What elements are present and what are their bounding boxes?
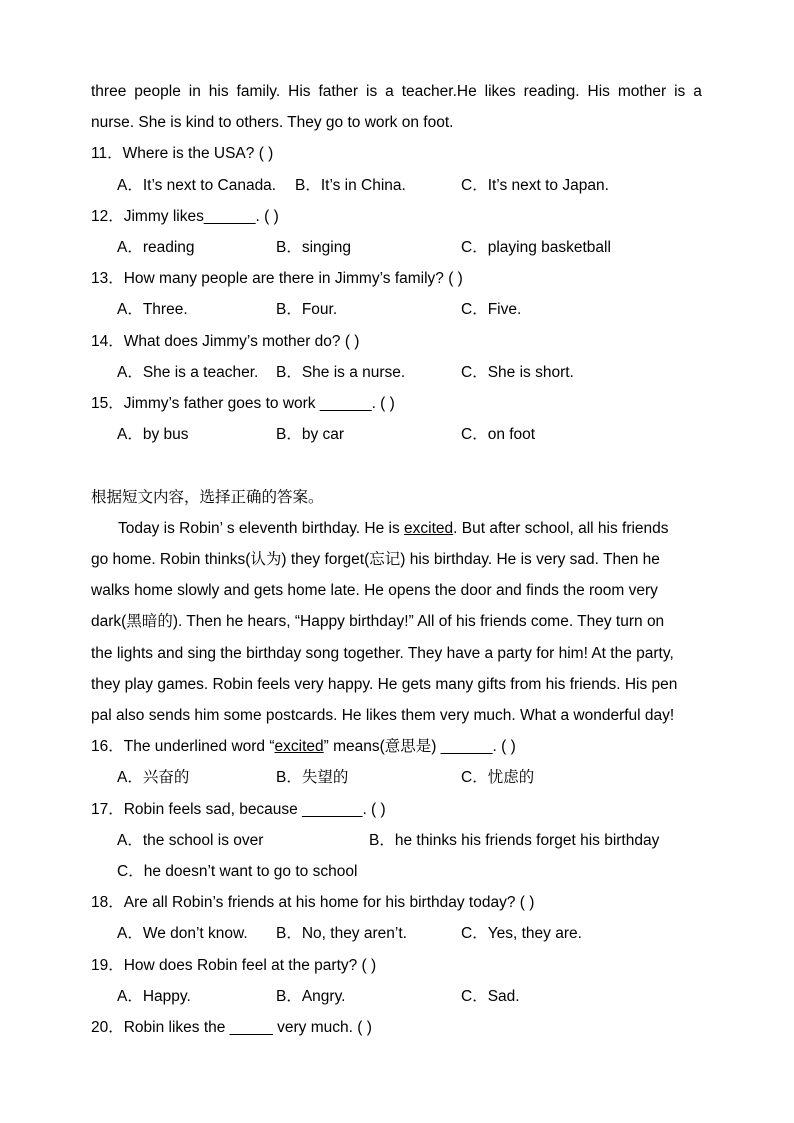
question-18-option-c[interactable]: C．Yes, they are. bbox=[461, 925, 582, 942]
question-19-option-a[interactable]: A．Happy. bbox=[117, 988, 191, 1005]
question-14-option-b[interactable]: B．She is a nurse. bbox=[276, 364, 406, 381]
question-16-option-b[interactable]: B．失望的 bbox=[276, 769, 349, 786]
passage2-line-1 bbox=[118, 519, 702, 539]
question-19-stem: 19．How does Robin feel at the party? ( ) bbox=[91, 957, 377, 974]
passage2-line-5: the lights and sing the birthday song together. They have a party for him! At the party, bbox=[91, 645, 674, 662]
passage1-word: reading. bbox=[523, 83, 580, 100]
passage1-word: mother bbox=[617, 83, 667, 100]
question-17-option-b[interactable]: B．he thinks his friends forget his birthday bbox=[369, 832, 660, 849]
question-15-stem: 15．Jimmy’s father goes to work ______. ( ) bbox=[91, 395, 395, 412]
question-19-option-c[interactable]: C．Sad. bbox=[461, 988, 520, 1005]
passage1-word: in bbox=[188, 83, 201, 100]
question-12-option-b[interactable]: B．singing bbox=[276, 239, 351, 256]
question-11-option-a[interactable]: A．It’s next to Canada. bbox=[117, 177, 277, 194]
question-16-stem: 16．The underlined word “excited” means(意思是) ______. ( ) bbox=[91, 738, 516, 755]
question-11-stem: 11．Where is the USA? ( ) bbox=[91, 145, 274, 162]
question-16-option-c[interactable]: C．忧虑的 bbox=[461, 769, 535, 786]
passage2-line-1-text: Today is Robin’ s eleventh birthday. He is excited. But after school, all his friends bbox=[118, 520, 669, 537]
question-13-stem: 13．How many people are there in Jimmy’s family? ( ) bbox=[91, 270, 463, 287]
passage1-word: teacher.He bbox=[401, 83, 477, 100]
passage1-word: His bbox=[288, 83, 311, 100]
passage1-word: father bbox=[318, 83, 359, 100]
question-12-stem: 12．Jimmy likes______. ( ) bbox=[91, 208, 279, 225]
question-15-option-a[interactable]: A．by bus bbox=[117, 426, 189, 443]
question-18-option-a[interactable]: A．We don’t know. bbox=[117, 925, 248, 942]
question-13-option-a[interactable]: A．Three. bbox=[117, 301, 188, 318]
passage1-word: people bbox=[134, 83, 181, 100]
passage1-word: three bbox=[91, 83, 127, 100]
question-17-stem: 17．Robin feels sad, because _______. ( ) bbox=[91, 801, 386, 818]
question-19-option-b[interactable]: B．Angry. bbox=[276, 988, 346, 1005]
question-11-option-c[interactable]: C．It’s next to Japan. bbox=[461, 177, 609, 194]
passage1-word: likes bbox=[484, 83, 516, 100]
question-12-option-a[interactable]: A．reading bbox=[117, 239, 195, 256]
question-11-option-b[interactable]: B．It’s in China. bbox=[295, 177, 406, 194]
passage1-line-1 bbox=[91, 82, 702, 102]
question-18-stem: 18．Are all Robin’s friends at his home for his birthday today? ( ) bbox=[91, 894, 535, 911]
question-17-option-a[interactable]: A．the school is over bbox=[117, 832, 264, 849]
question-20-stem: 20．Robin likes the _____ very much. ( ) bbox=[91, 1019, 372, 1036]
question-13-option-b[interactable]: B．Four. bbox=[276, 301, 338, 318]
passage1-word: is bbox=[674, 83, 686, 100]
section2-instruction: 根据短文内容，选择正确的答案。 bbox=[91, 489, 324, 506]
question-15-option-c[interactable]: C．on foot bbox=[461, 426, 536, 443]
question-16-option-a[interactable]: A．兴奋的 bbox=[117, 769, 190, 786]
underlined-word-excited: excited bbox=[274, 738, 324, 755]
passage2-line-7: pal also sends him some postcards. He likes them very much. What a wonderful day! bbox=[91, 707, 675, 724]
passage2-line-2: go home. Robin thinks(认为) they forget(忘记) his birthday. He is very sad. Then he bbox=[91, 551, 660, 568]
question-15-option-b[interactable]: B．by car bbox=[276, 426, 345, 443]
passage1-word: a bbox=[385, 83, 394, 100]
passage2-line-3: walks home slowly and gets home late. He opens the door and finds the room very bbox=[91, 582, 658, 599]
question-12-option-c[interactable]: C．playing basketball bbox=[461, 239, 611, 256]
passage2-line-6: they play games. Robin feels very happy. He gets many gifts from his friends. His pen bbox=[91, 676, 678, 693]
passage1-word: is bbox=[366, 83, 378, 100]
passage1-word: His bbox=[587, 83, 610, 100]
passage1-word: a bbox=[693, 83, 702, 100]
question-14-option-c[interactable]: C．She is short. bbox=[461, 364, 574, 381]
question-13-option-c[interactable]: C．Five. bbox=[461, 301, 522, 318]
passage1-word: family. bbox=[236, 83, 281, 100]
passage2-line-4: dark(黑暗的). Then he hears, “Happy birthday!” All of his friends come. They turn on bbox=[91, 613, 665, 630]
question-14-option-a[interactable]: A．She is a teacher. bbox=[117, 364, 259, 381]
passage1-line-2: nurse. She is kind to others. They go to work on foot. bbox=[91, 114, 454, 131]
question-14-stem: 14．What does Jimmy’s mother do? ( ) bbox=[91, 333, 360, 350]
underlined-word-excited: excited bbox=[404, 520, 454, 537]
question-17-option-c[interactable]: C．he doesn’t want to go to school bbox=[117, 863, 358, 880]
question-18-option-b[interactable]: B．No, they aren’t. bbox=[276, 925, 407, 942]
passage1-word: his bbox=[208, 83, 229, 100]
